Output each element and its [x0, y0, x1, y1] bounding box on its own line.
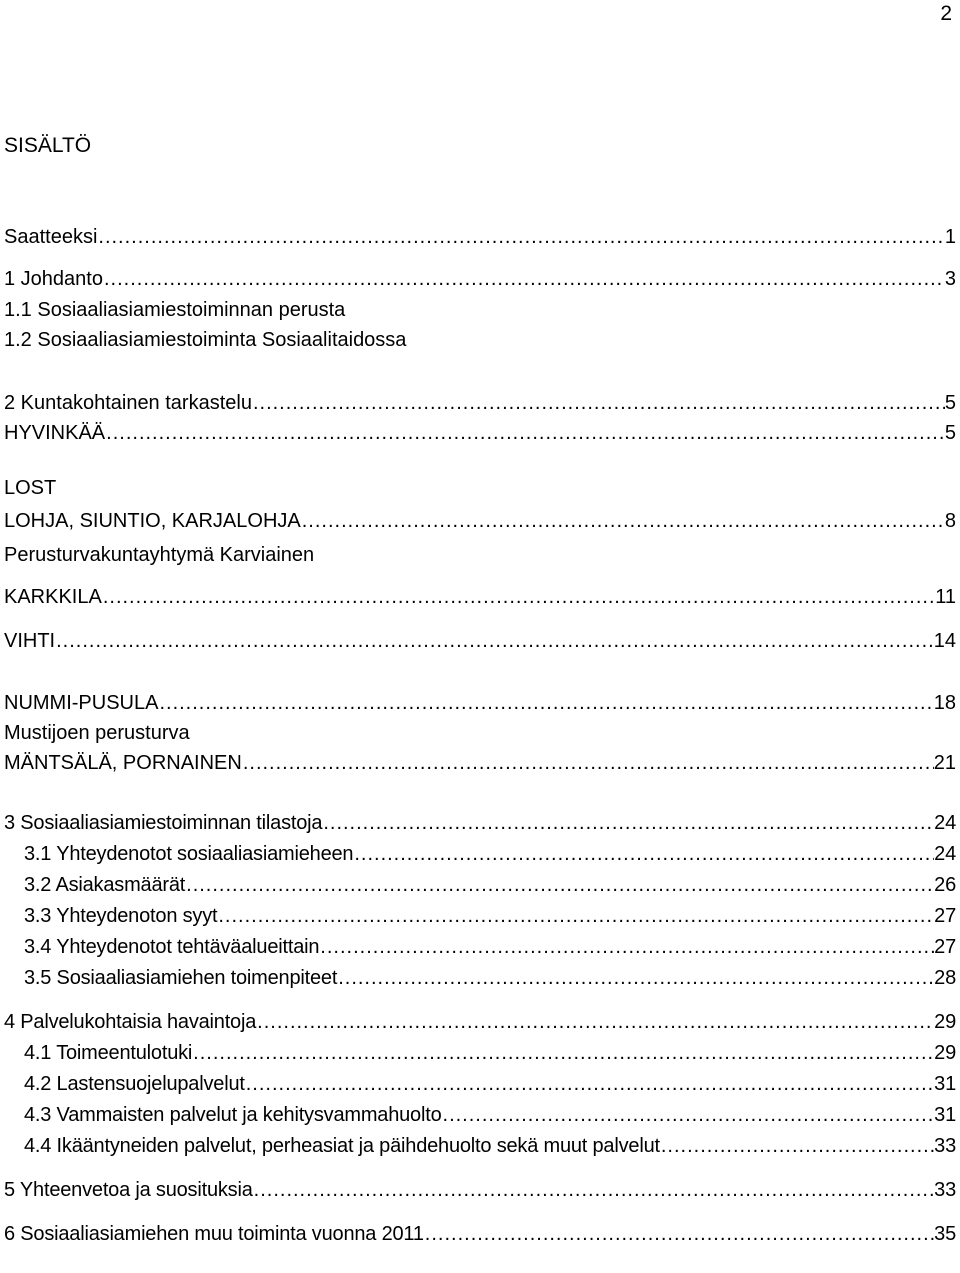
- toc-dot-leader: [185, 872, 934, 898]
- toc-entry-title: KARKKILA: [4, 586, 102, 608]
- toc-entry[interactable]: [4, 1221, 956, 1247]
- toc-entry-title: 3 Sosiaaliasiamiestoiminnan tilastoja: [4, 812, 323, 834]
- toc-entry[interactable]: [4, 1009, 956, 1035]
- toc-entry-title: 3.2 Asiakasmäärät: [24, 874, 186, 896]
- toc-entry-title: 4.3 Vammaisten palvelut ja kehitysvammahuolto: [24, 1104, 442, 1126]
- toc-entry[interactable]: [4, 224, 956, 250]
- toc-entry-title: 4.1 Toimeentulotuki: [24, 1042, 193, 1064]
- toc-dot-leader: [55, 628, 934, 654]
- toc-entry-page: 26: [934, 874, 956, 896]
- toc-entry-title: 6 Sosiaaliasiamiehen muu toiminta vuonna 2011: [4, 1223, 424, 1245]
- toc-entry[interactable]: [4, 1177, 956, 1203]
- toc-dot-leader: [337, 965, 934, 991]
- toc-dot-leader: [192, 1040, 934, 1066]
- toc-entry[interactable]: [24, 934, 956, 960]
- toc-entry-page: 27: [934, 905, 956, 927]
- toc-entry[interactable]: [24, 1133, 956, 1159]
- toc-entry-title: 4 Palvelukohtaisia havaintoja: [4, 1011, 257, 1033]
- toc-entry[interactable]: [4, 475, 956, 501]
- toc-entry[interactable]: [24, 965, 956, 991]
- toc-dot-leader: [256, 1009, 934, 1035]
- toc-entry[interactable]: [4, 420, 956, 446]
- toc-entry[interactable]: [24, 841, 956, 867]
- toc-entry[interactable]: [4, 628, 956, 654]
- toc-dot-leader: [424, 1221, 934, 1247]
- toc-entry-title: MÄNTSÄLÄ, PORNAINEN: [4, 752, 242, 774]
- toc-entry-title: LOST: [4, 477, 57, 499]
- toc-entry-page: 8: [944, 510, 956, 532]
- toc-entry-title: Mustijoen perusturva: [4, 722, 190, 744]
- toc-entry[interactable]: [4, 542, 956, 568]
- toc-entry[interactable]: [4, 584, 956, 610]
- toc-entry-page: 11: [935, 586, 956, 608]
- toc-entry[interactable]: [4, 390, 956, 416]
- toc-entry[interactable]: [24, 1071, 956, 1097]
- toc-dot-leader: [245, 1071, 934, 1097]
- toc-dot-leader: [103, 266, 945, 292]
- toc-entry-title: 5 Yhteenvetoa ja suosituksia: [4, 1179, 253, 1201]
- toc-entry[interactable]: [4, 750, 956, 776]
- toc-entry[interactable]: [24, 1040, 956, 1066]
- toc-dot-leader: [105, 420, 945, 446]
- toc-dot-leader: [442, 1102, 935, 1128]
- toc-entry-page: 21: [933, 752, 956, 774]
- toc-entry-page: 29: [934, 1011, 956, 1033]
- page-number: 2: [940, 2, 952, 25]
- toc-entry[interactable]: [24, 872, 956, 898]
- toc-entry-title: LOHJA, SIUNTIO, KARJALOHJA: [4, 510, 301, 532]
- toc-entry-title: 2 Kuntakohtainen tarkastelu: [4, 392, 252, 414]
- toc-dot-leader: [102, 584, 935, 610]
- toc-dot-leader: [322, 810, 934, 836]
- toc-entry-title: HYVINKÄÄ: [4, 422, 106, 444]
- toc-entry-page: 33: [934, 1135, 956, 1157]
- toc-dot-leader: [158, 690, 933, 716]
- toc-entry[interactable]: [4, 327, 956, 353]
- toc-dot-leader: [301, 508, 945, 534]
- toc-entry-page: 5: [944, 422, 956, 444]
- toc-dot-leader: [319, 934, 934, 960]
- toc-entry-page: 3: [944, 268, 956, 290]
- toc-entry-title: 3.4 Yhteydenotot tehtäväalueittain: [24, 936, 320, 958]
- toc-entry[interactable]: [4, 297, 956, 323]
- toc-entry[interactable]: [24, 903, 956, 929]
- toc-dot-leader: [660, 1133, 934, 1159]
- toc-entry-title: 1.2 Sosiaaliasiamiestoiminta Sosiaalitaidossa: [4, 329, 407, 351]
- toc-entry-page: 27: [934, 936, 956, 958]
- toc-entry-title: 1 Johdanto: [4, 268, 103, 290]
- toc-dot-leader: [217, 903, 934, 929]
- toc-dot-leader: [252, 390, 945, 416]
- toc-entry-page: 28: [934, 967, 956, 989]
- toc-dot-leader: [242, 750, 934, 776]
- toc-entry[interactable]: [4, 508, 956, 534]
- toc-entry-title: 4.2 Lastensuojelupalvelut: [24, 1073, 245, 1095]
- toc-entry[interactable]: [4, 266, 956, 292]
- toc-entry-title: Saatteeksi: [4, 226, 98, 248]
- toc-heading: SISÄLTÖ: [4, 134, 92, 157]
- toc-entry-page: 18: [933, 692, 956, 714]
- toc-dot-leader: [253, 1177, 934, 1203]
- toc-entry-page: 31: [934, 1073, 956, 1095]
- toc-entry-title: NUMMI-PUSULA: [4, 692, 159, 714]
- toc-entry-page: 1: [944, 226, 956, 248]
- toc-entry-title: 3.5 Sosiaaliasiamiehen toimenpiteet: [24, 967, 338, 989]
- toc-entry-page: 33: [934, 1179, 956, 1201]
- toc-entry-page: 24: [934, 843, 956, 865]
- toc-entry-title: 3.1 Yhteydenotot sosiaaliasiamieheen: [24, 843, 354, 865]
- toc-entry-title: 3.3 Yhteydenoton syyt: [24, 905, 218, 927]
- toc-entry-page: 31: [934, 1104, 956, 1126]
- toc-entry[interactable]: [4, 720, 956, 746]
- toc-entry-title: 1.1 Sosiaaliasiamiestoiminnan perusta: [4, 299, 346, 321]
- toc-entry[interactable]: [24, 1102, 956, 1128]
- toc-entry-title: VIHTI: [4, 630, 56, 652]
- toc-entry-title: Perusturvakuntayhtymä Karviainen: [4, 544, 315, 566]
- toc-entry-title: 4.4 Ikääntyneiden palvelut, perheasiat ja päihdehuolto sekä muut palvelut: [24, 1135, 660, 1157]
- toc-dot-leader: [97, 224, 944, 250]
- toc-entry[interactable]: [4, 810, 956, 836]
- toc-entry-page: 5: [944, 392, 956, 414]
- toc-entry-page: 24: [934, 812, 956, 834]
- toc-entry-page: 14: [933, 630, 956, 652]
- toc-entry-page: 35: [934, 1223, 956, 1245]
- toc-entry[interactable]: [4, 690, 956, 716]
- toc-entry-page: 29: [934, 1042, 956, 1064]
- toc-dot-leader: [353, 841, 934, 867]
